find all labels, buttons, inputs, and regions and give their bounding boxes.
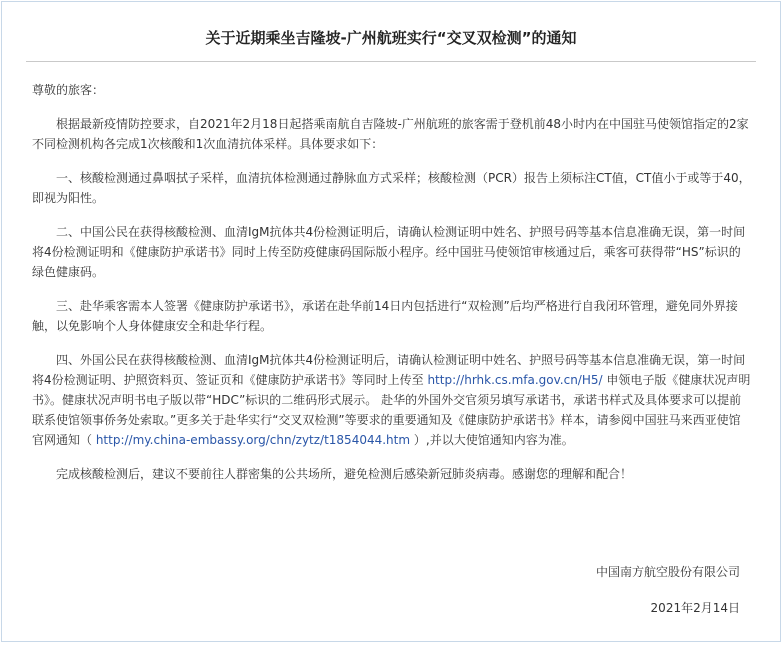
page-title: 关于近期乘坐吉隆坡-广州航班实行“交叉双检测”的通知 [205, 29, 577, 47]
signature-date: 2021年2月14日 [650, 601, 740, 615]
paragraph-closing: 完成核酸检测后，建议不要前往人群密集的公共场所，避免检测后感染新冠肺炎病毒。感谢您的理解和配合！ [56, 467, 633, 481]
notice-frame [1, 1, 781, 642]
paragraph-intro: 根据最新疫情防控要求，自2021年2月18日起搭乘南航自吉隆坡-广州航班的旅客需于登机前48小时内在中国驻马使领馆指定的2家不同检测机构各完成1次核酸和1次血清抗体采样。具体要求如下： [32, 117, 749, 151]
title-divider [26, 61, 756, 62]
paragraph-4-text-c: ）,并以大使馆通知内容为准。 [410, 433, 574, 447]
health-declaration-link[interactable]: http://hrhk.cs.mfa.gov.cn/H5/ [427, 373, 603, 387]
notice-body [32, 70, 752, 484]
salutation: 尊敬的旅客： [32, 83, 105, 97]
paragraph-4-text-b: 申领电子版《健康状况声明书》。健康状况声明书电子版以带“HDC”标识的二维码形式展示。 赴华的外国外交官须另填写承诺书，承诺书样式及具体要求可以提前联系使馆领事侨务处索取。”更多关于赴华实行“交叉双检测”等要求的重要通知及《健康防护承诺书》样本，请参阅中国驻马来西亚使馆官网通知（ [32, 373, 751, 447]
paragraph-1: 一、核酸检测通过鼻咽拭子采样，血清抗体检测通过静脉血方式采样；核酸检测（PCR）报告上须标注CT值，CT值小于或等于40，即视为阳性。 [32, 171, 751, 205]
paragraph-4 [32, 350, 752, 450]
embassy-notice-link[interactable]: http://my.china-embassy.org/chn/zytz/t1854044.htm [95, 433, 411, 447]
paragraph-3: 三、赴华乘客需本人签署《健康防护承诺书》，承诺在赴华前14日内包括进行“双检测”后均严格进行自我闭环管理，避免同外界接触，以免影响个人身体健康安全和赴华行程。 [32, 299, 738, 333]
paragraph-4-text-a: 四、外国公民在获得核酸检测、血清IgM抗体共4份检测证明后，请确认检测证明中姓名、护照号码等基本信息准确无误，第一时间将4份检测证明、护照资料页、签证页和《健康防护承诺书》等同时上传至 [32, 353, 746, 387]
paragraph-2: 二、中国公民在获得核酸检测、血清IgM抗体共4份检测证明后，请确认检测证明中姓名、护照号码等基本信息准确无误，第一时间将4份检测证明和《健康防护承诺书》同时上传至防疫健康码国际版小程序。经中国驻马使领馆审核通过后，乘客可获得带“HS”标识的绿色健康码。 [32, 225, 746, 279]
signature-organization: 中国南方航空股份有限公司 [595, 565, 740, 579]
